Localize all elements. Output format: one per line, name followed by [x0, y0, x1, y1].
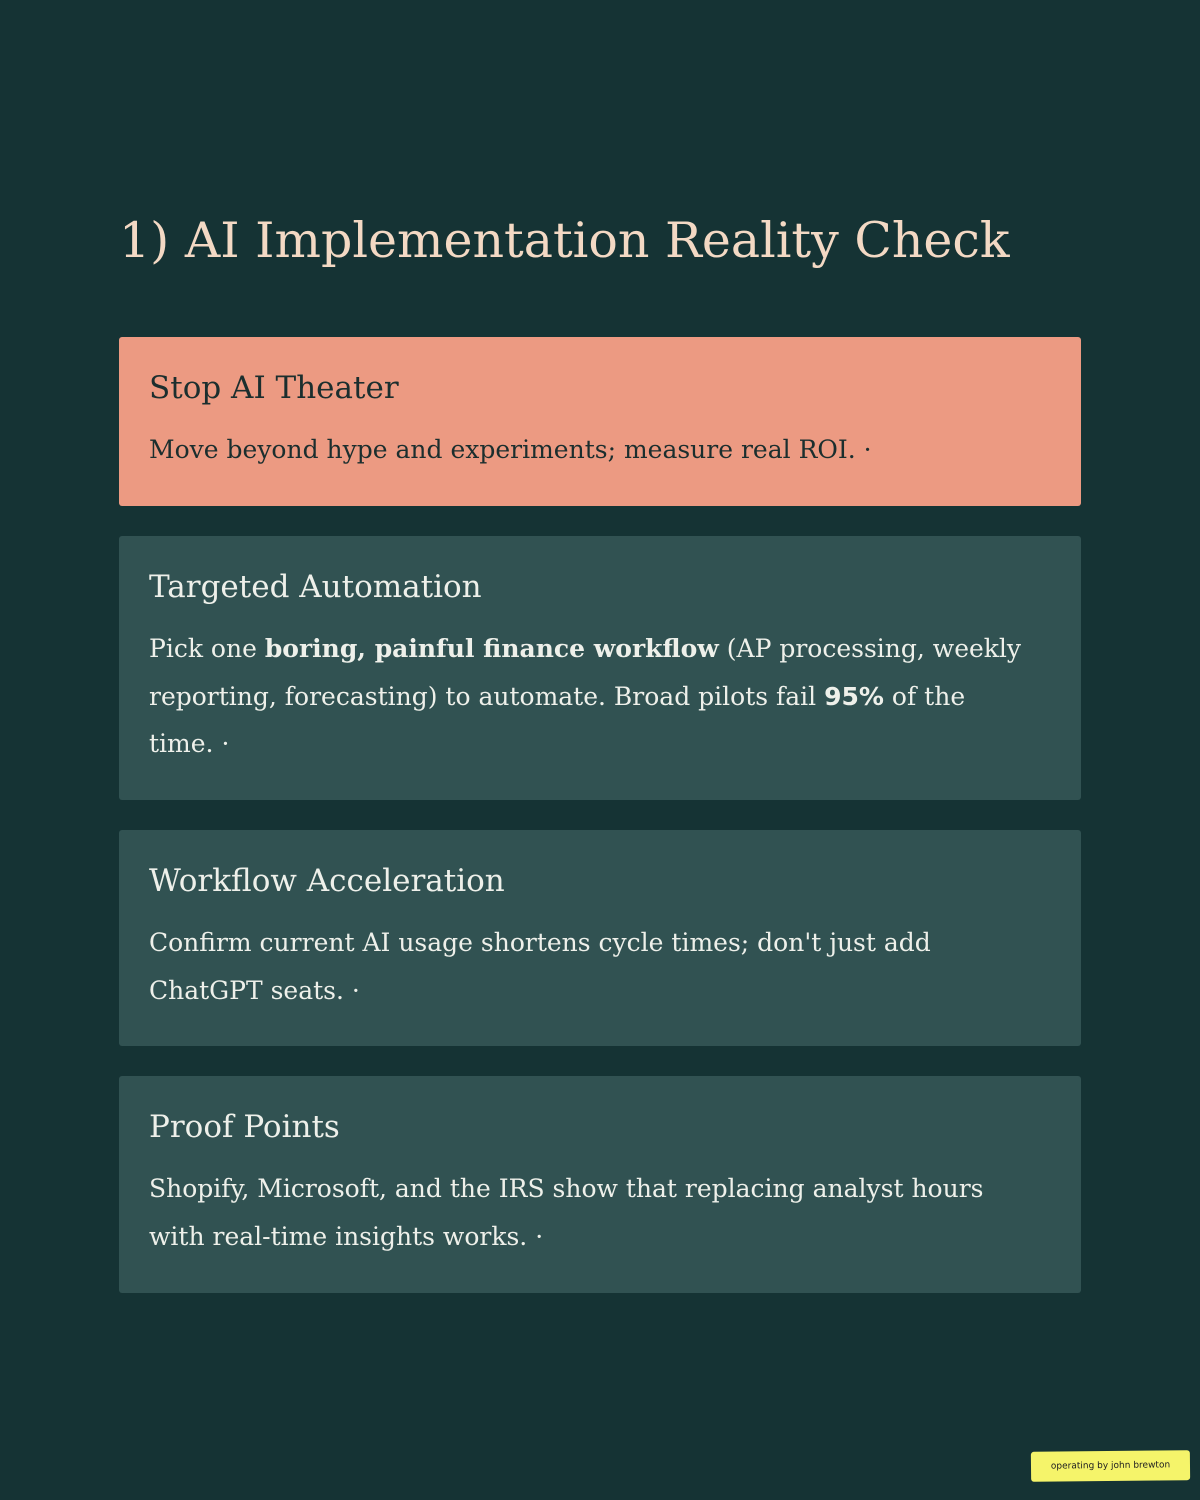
- card-heading: Targeted Automation: [149, 569, 482, 605]
- card-body: [149, 919, 1051, 1014]
- card-proof-points: [119, 1076, 1081, 1293]
- card-body-text: (AP processing, weekly: [718, 634, 1022, 663]
- bullet-marker: ·: [351, 975, 360, 1005]
- card-heading: Stop AI Theater: [149, 370, 399, 406]
- card-body-text: with real-time insights works.: [149, 1221, 528, 1251]
- card-body-emphasis: boring, painful finance workflow: [264, 634, 719, 663]
- card-body-text: reporting, forecasting) to automate. Broad pilots fail: [149, 681, 825, 711]
- card-body: [149, 426, 1051, 474]
- card-body-text: Move beyond hype and experiments; measure real ROI.: [149, 435, 856, 464]
- bullet-marker: ·: [863, 435, 872, 464]
- bullet-marker: ·: [535, 1221, 544, 1251]
- bullet-marker: ·: [221, 729, 230, 758]
- card-workflow-acceleration: [119, 830, 1081, 1046]
- card-body-text: Pick one: [149, 634, 265, 663]
- card-body-text: time.: [149, 729, 214, 758]
- card-body: [149, 1165, 1051, 1260]
- card-targeted-automation: [119, 536, 1081, 800]
- card-body-stat: 95%: [824, 681, 884, 711]
- card-body: [149, 625, 1051, 768]
- page-title: 1) AI Implementation Reality Check: [119, 212, 1010, 269]
- card-heading: Workflow Acceleration: [149, 863, 505, 899]
- card-heading: Proof Points: [149, 1109, 340, 1145]
- card-stop-ai-theater: [119, 337, 1081, 506]
- card-body-text: of the: [883, 681, 966, 711]
- card-body-text: Confirm current AI usage shortens cycle times; don't just add: [149, 928, 931, 957]
- card-body-text: Shopify, Microsoft, and the IRS show that replacing analyst hours: [149, 1174, 984, 1203]
- footer-credit-badge: operating by john brewton: [1031, 1450, 1190, 1482]
- card-body-text: ChatGPT seats.: [149, 975, 344, 1005]
